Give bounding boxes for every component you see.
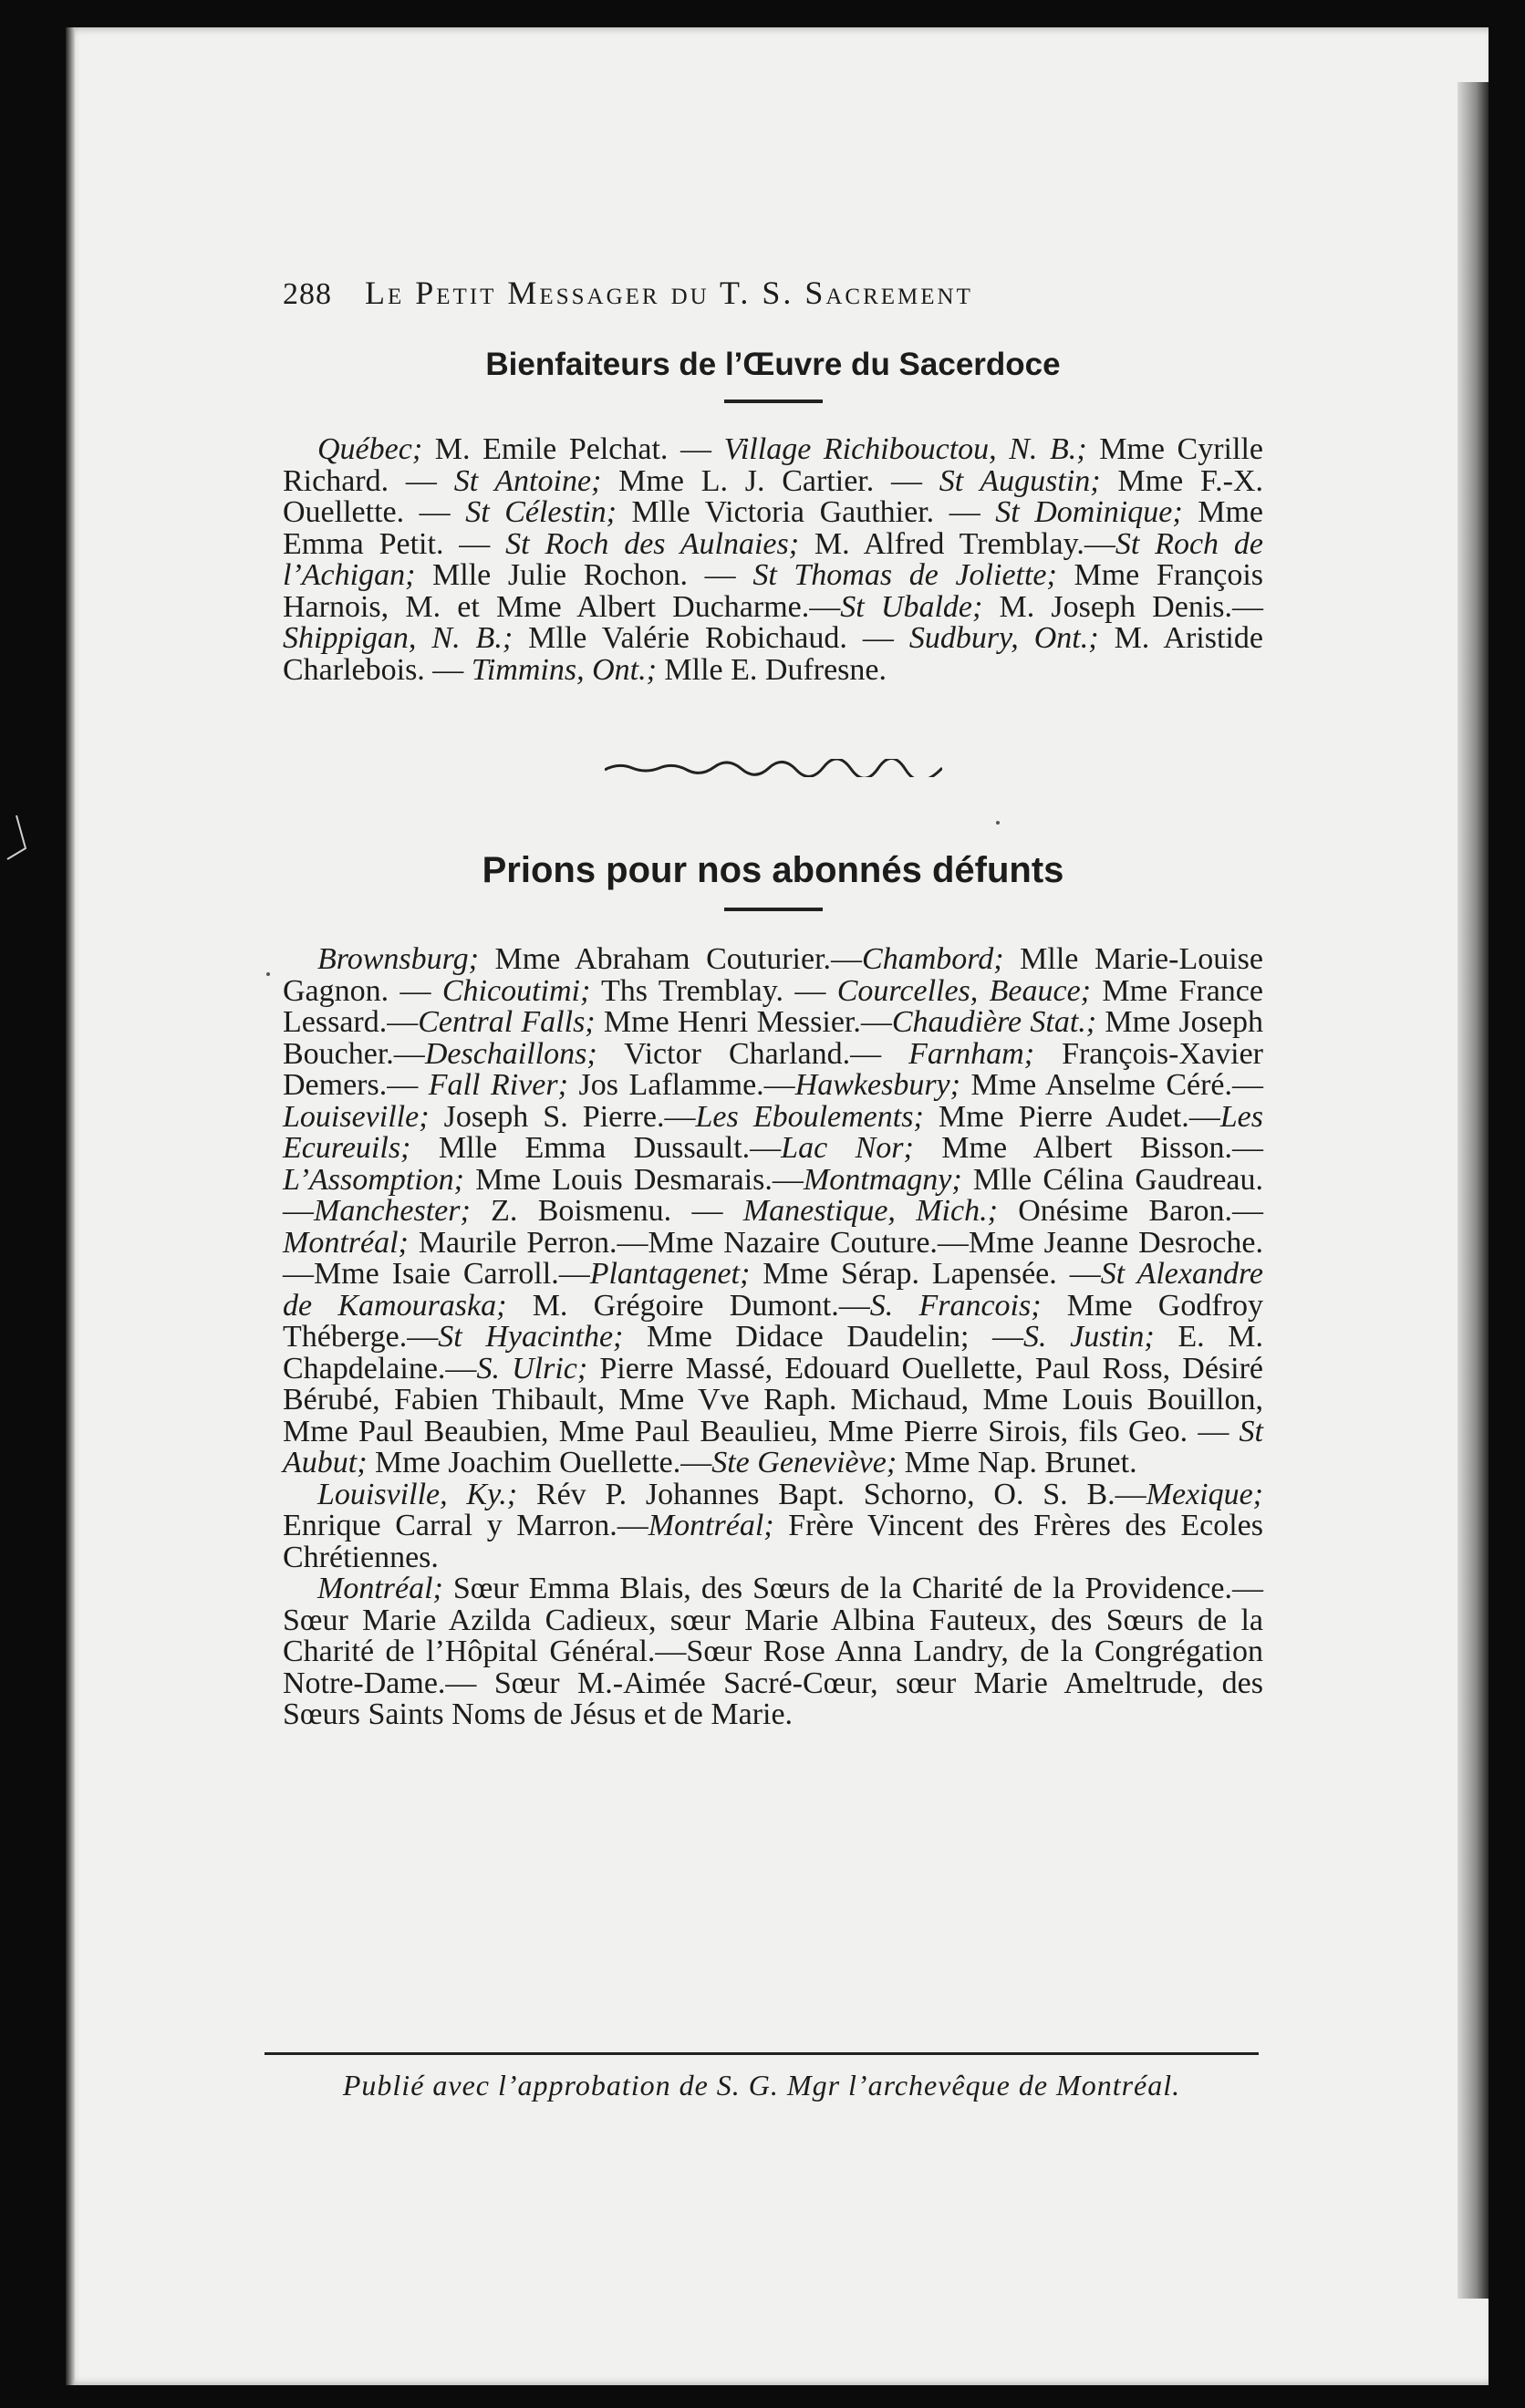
page-content [283,274,1263,1731]
scan-speck [996,821,1000,825]
page-number: 288 [283,277,332,311]
title-rule [724,400,823,403]
prions-body [283,944,1263,1731]
footer-rule [265,2052,1259,2055]
prions-paragraph-1: Brownsburg; Mme Abraham Couturier.—Chambord; Mlle Marie-Louise Gagnon. — Chicoutimi; Ths Tremblay. — Courcelles, Beauce; Mme France Lessard.—Central Falls; Mme Henri Messier.—Chaudière Stat.; Mme Joseph Boucher.—Deschaillons; Victor Charland.— Farnham; François-Xavier Demers.— Fall River; Jos Laflamme.—Hawkesbury; Mme Anselme Céré.—Louiseville; Joseph S. Pierre.—Les Eboulements; Mme Pierre Audet.—Les Ecureuils; Mlle Emma Dussault.—Lac Nor; Mme Albert Bisson.—L’Assomption; Mme Louis Desmarais.—Montmagny; Mlle Célina Gaudreau.—Manchester; Z. Boismenu. — Manestique, Mich.; Onésime Baron.—Montréal; Maurile Perron.—Mme Nazaire Couture.—Mme Jeanne Desroche.—Mme Isaie Carroll.—Plantagenet; Mme Sérap. Lapensée. —St Alexandre de Kamouraska; M. Grégoire Dumont.—S. Francois; Mme Godfroy Théberge.—St Hyacinthe; Mme Didace Daudelin; —S. Justin; E. M. Chapdelaine.—S. Ulric; Pierre Massé, Edouard Ouellette, Paul Ross, Désiré Bérubé, Fabien Thibault, Mme Vve Raph. Michaud, Mme Louis Bouillon, Mme Paul Beaubien, Mme Paul Beaulieu, Mme Pierre Sirois, fils Geo. — St Aubut; Mme Joachim Ouellette.—Ste Geneviève; Mme Nap. Brunet. [283,942,1264,1479]
title-rule [724,908,823,911]
prions-paragraph-2: Louisville, Ky.; Rév P. Johannes Bapt. Schorno, O. S. B.—Mexique; Enrique Carral y Marron.—Montréal; Frère Vincent des Frères des Ecoles Chrétiennes. [283,1477,1263,1574]
section-title-prions: Prions pour nos abonnés défunts [482,850,1064,890]
scan-speck [266,972,270,976]
page-left-edge [66,27,75,2385]
section-title-bienfaiteurs: Bienfaiteurs de l’Œuvre du Sacerdoce [485,347,1061,382]
scan-artifact-mark [0,812,36,867]
running-header [283,274,1263,319]
running-title: Le Petit Messager du T. S. Sacrement [365,275,973,311]
prions-paragraph-3: Montréal; Sœur Emma Blais, des Sœurs de la Charité de la Providence.—Sœur Marie Azilda Cadieux, sœur Marie Albina Fauteux, des Sœurs de la Charité de l’Hôpital Général.—Sœur Rose Anna Landry, de la Congrégation Notre-Dame.— Sœur M.-Aimée Sacré-Cœur, sœur Marie Ameltrude, des Sœurs Saints Noms de Jésus et de Marie. [283,1572,1263,1731]
imprimatur-line: Publié avec l’approbation de S. G. Mgr l’archevêque de Montréal. [342,2069,1181,2102]
section-prions [283,850,1263,1731]
decorative-wavy-divider [605,759,942,777]
page-right-edge-shadow [1458,82,1489,2299]
bienfaiteurs-paragraph: Québec; M. Emile Pelchat. — Village Richibouctou, N. B.; Mme Cyrille Richard. — St Antoine; Mme L. J. Cartier. — St Augustin; Mme F.-X. Ouellette. — St Célestin; Mlle Victoria Gauthier. — St Dominique; Mme Emma Petit. — St Roch des Aulnaies; M. Alfred Tremblay.—St Roch de l’Achigan; Mlle Julie Rochon. — St Thomas de Joliette; Mme François Harnois, M. et Mme Albert Ducharme.—St Ubalde; M. Joseph Denis.—Shippigan, N. B.; Mlle Valérie Robichaud. — Sudbury, Ont.; M. Aristide Charlebois. — Timmins, Ont.; Mlle E. Dufresne. [283,432,1264,687]
